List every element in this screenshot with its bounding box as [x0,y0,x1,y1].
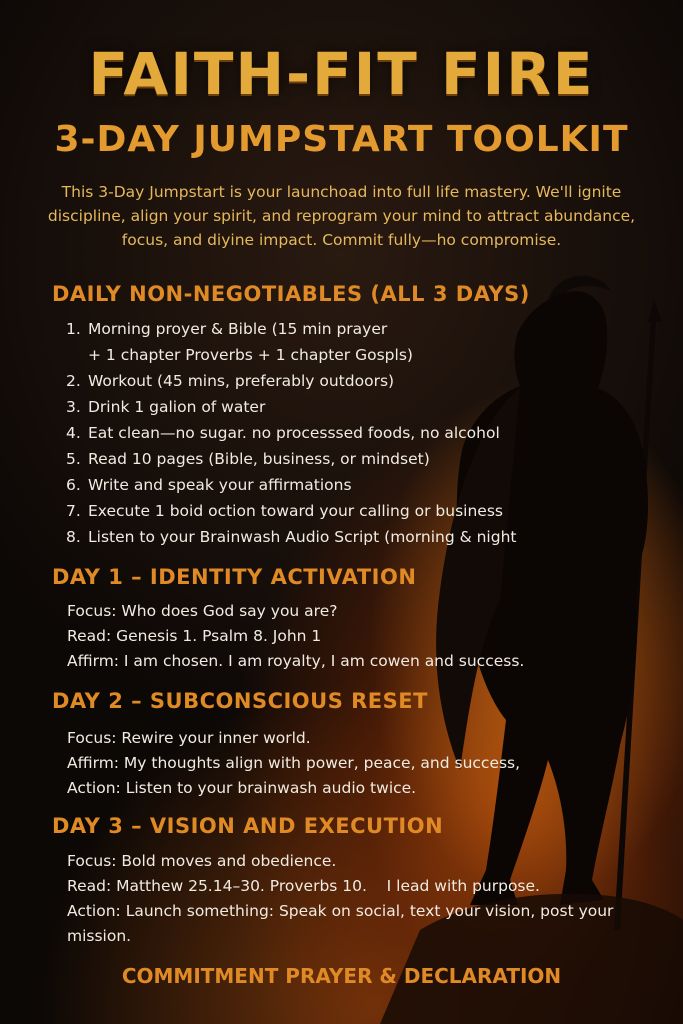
list-item [66,394,626,420]
list-item [66,316,626,368]
item-text: Morning proyer & Bible (15 min prayer [88,320,388,338]
item-continuation: + 1 chapter Proverbs + 1 chapter Gospls) [88,346,413,364]
page-subtitle: 3-DAY JUMPSTART TOOLKIT [54,119,629,160]
day3-action-cont: mission. [67,927,132,945]
day3-focus: Focus: Bold moves and obedience. [67,852,337,870]
item-number: 1. [66,320,81,338]
item-number: 5. [66,450,81,468]
section-heading-day1: DAY 1 – IDENTITY ACTIVATION [52,565,417,589]
item-number: 3. [66,398,81,416]
section-heading-day2: DAY 2 – SUBCONSCIOUS RESET [52,689,428,713]
page-title: FAITH-FIT FIRE [88,40,595,108]
item-text: Write and speak your affirmations [88,476,352,494]
item-text: Read 10 pages (Bible, business, or mindset) [88,450,430,468]
item-text: Drink 1 galion of water [88,398,266,416]
list-item [66,524,626,550]
section-heading-daily: DAILY NON-NEGOTIABLES (ALL 3 DAYS) [52,282,530,306]
item-text: Eat clean—no sugar. no processsed foods, no alcohol [88,424,500,442]
day1-details [67,599,647,674]
item-number: 7. [66,502,81,520]
footer-heading: COMMITMENT PRAYER & DECLARATION [121,964,562,988]
item-number: 2. [66,372,81,390]
day3-action: Action: Launch something: Speak on social, text your vision, post your [67,902,614,920]
list-item [66,368,626,394]
item-text: Listen to your Brainwash Audio Script (morning & night [88,528,517,546]
item-text: Workout (45 mins, preferably outdoors) [88,372,395,390]
day2-affirm: Affirm: My thoughts align with power, peace, and success, [67,754,521,772]
spear-tip [648,300,662,322]
list-item [66,446,626,472]
daily-list [66,316,626,550]
list-item [66,472,626,498]
list-item [66,498,626,524]
day3-read: Read: Matthew 25.14–30. Proverbs 10. I lead with purpose. [67,877,540,895]
day2-action: Action: Listen to your brainwash audio twice. [67,779,417,797]
item-number: 8. [66,528,81,546]
section-heading-day3: DAY 3 – VISION AND EXECUTION [52,814,444,838]
item-number: 6. [66,476,81,494]
list-item [66,420,626,446]
item-number: 4. [66,424,81,442]
day2-details [67,726,647,801]
intro-paragraph: This 3-Day Jumpstart is your launchoad into full life mastery. We'll ignite discipline, align your spirit, and reprogram your mind to attract abundance, focus, and diyine impact. Commit fully—ho compromise. [47,183,636,249]
item-text: Execute 1 boid oction toward your calling or business [88,502,503,520]
day1-affirm: Affirm: I am chosen. I am royalty, I am cowen and success. [67,652,525,670]
day2-focus: Focus: Rewire your inner world. [67,729,311,747]
day1-focus: Focus: Who does God say you are? [67,602,338,620]
day3-details [67,849,647,949]
day1-read: Read: Genesis 1. Psalm 8. John 1 [67,627,322,645]
